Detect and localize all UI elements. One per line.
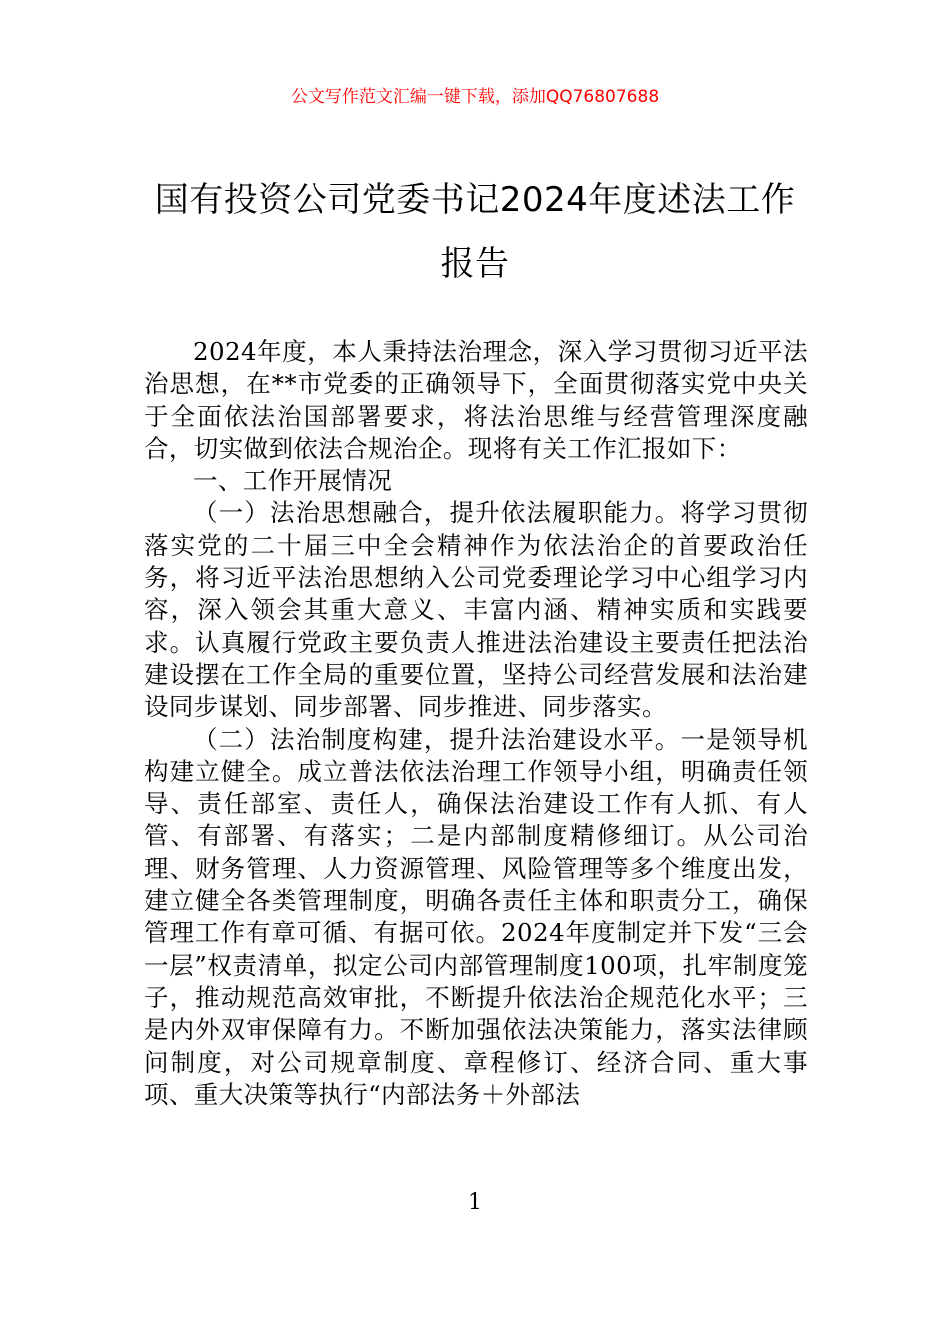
section-heading: 一、工作开展情况 [193, 466, 393, 496]
document-title: 国有投资公司党委书记2024年度述法工作报告 [154, 180, 796, 284]
page-number: 1 [468, 1190, 482, 1215]
intro-paragraph: 2024年度，本人秉持法治理念，深入学习贯彻习近平法治思想，在**市党委的正确领导下，全面贯彻落实党中央关于全面依法治国部署要求，将法治思维与经营管理深度融合，切实做到依法合规治企。现将有关工作汇报如下： [144, 337, 808, 463]
document-body [144, 336, 808, 1111]
body-paragraph: （一）法治思想融合，提升依法履职能力。将学习贯彻落实党的二十届三中全会精神作为依法治企的首要政治任务，将习近平法治思想纳入公司党委理论学习中心组学习内容，深入领会其重大意义、丰富内涵、精神实质和实践要求。认真履行党政主要负责人推进法治建设主要责任把法治建设摆在工作全局的重要位置，坚持公司经营发展和法治建设同步谋划、同步部署、同步推进、同步落实。 [144, 498, 808, 722]
body-paragraph: （二）法治制度构建，提升法治建设水平。一是领导机构建立健全。成立普法依法治理工作领导小组，明确责任领导、责任部室、责任人，确保法治建设工作有人抓、有人管、有部署、有落实；二是内部制度精修细订。从公司治理、财务管理、人力资源管理、风险管理等多个维度出发，建立健全各类管理制度，明确各责任主体和职责分工，确保管理工作有章可循、有据可依。2024年度制定并下发“三会一层”权责清单，拟定公司内部管理制度100项，扎牢制度笼子，推动规范高效审批，不断提升依法治企规范化水平；三是内外双审保障有力。不断加强依法决策能力，落实法律顾问制度，对公司规章制度、章程修订、经济合同、重大事项、重大决策等执行“内部法务＋外部法 [144, 724, 808, 1109]
download-promo-note: 公文写作范文汇编一键下载，添加QQ76807688 [290, 87, 660, 107]
